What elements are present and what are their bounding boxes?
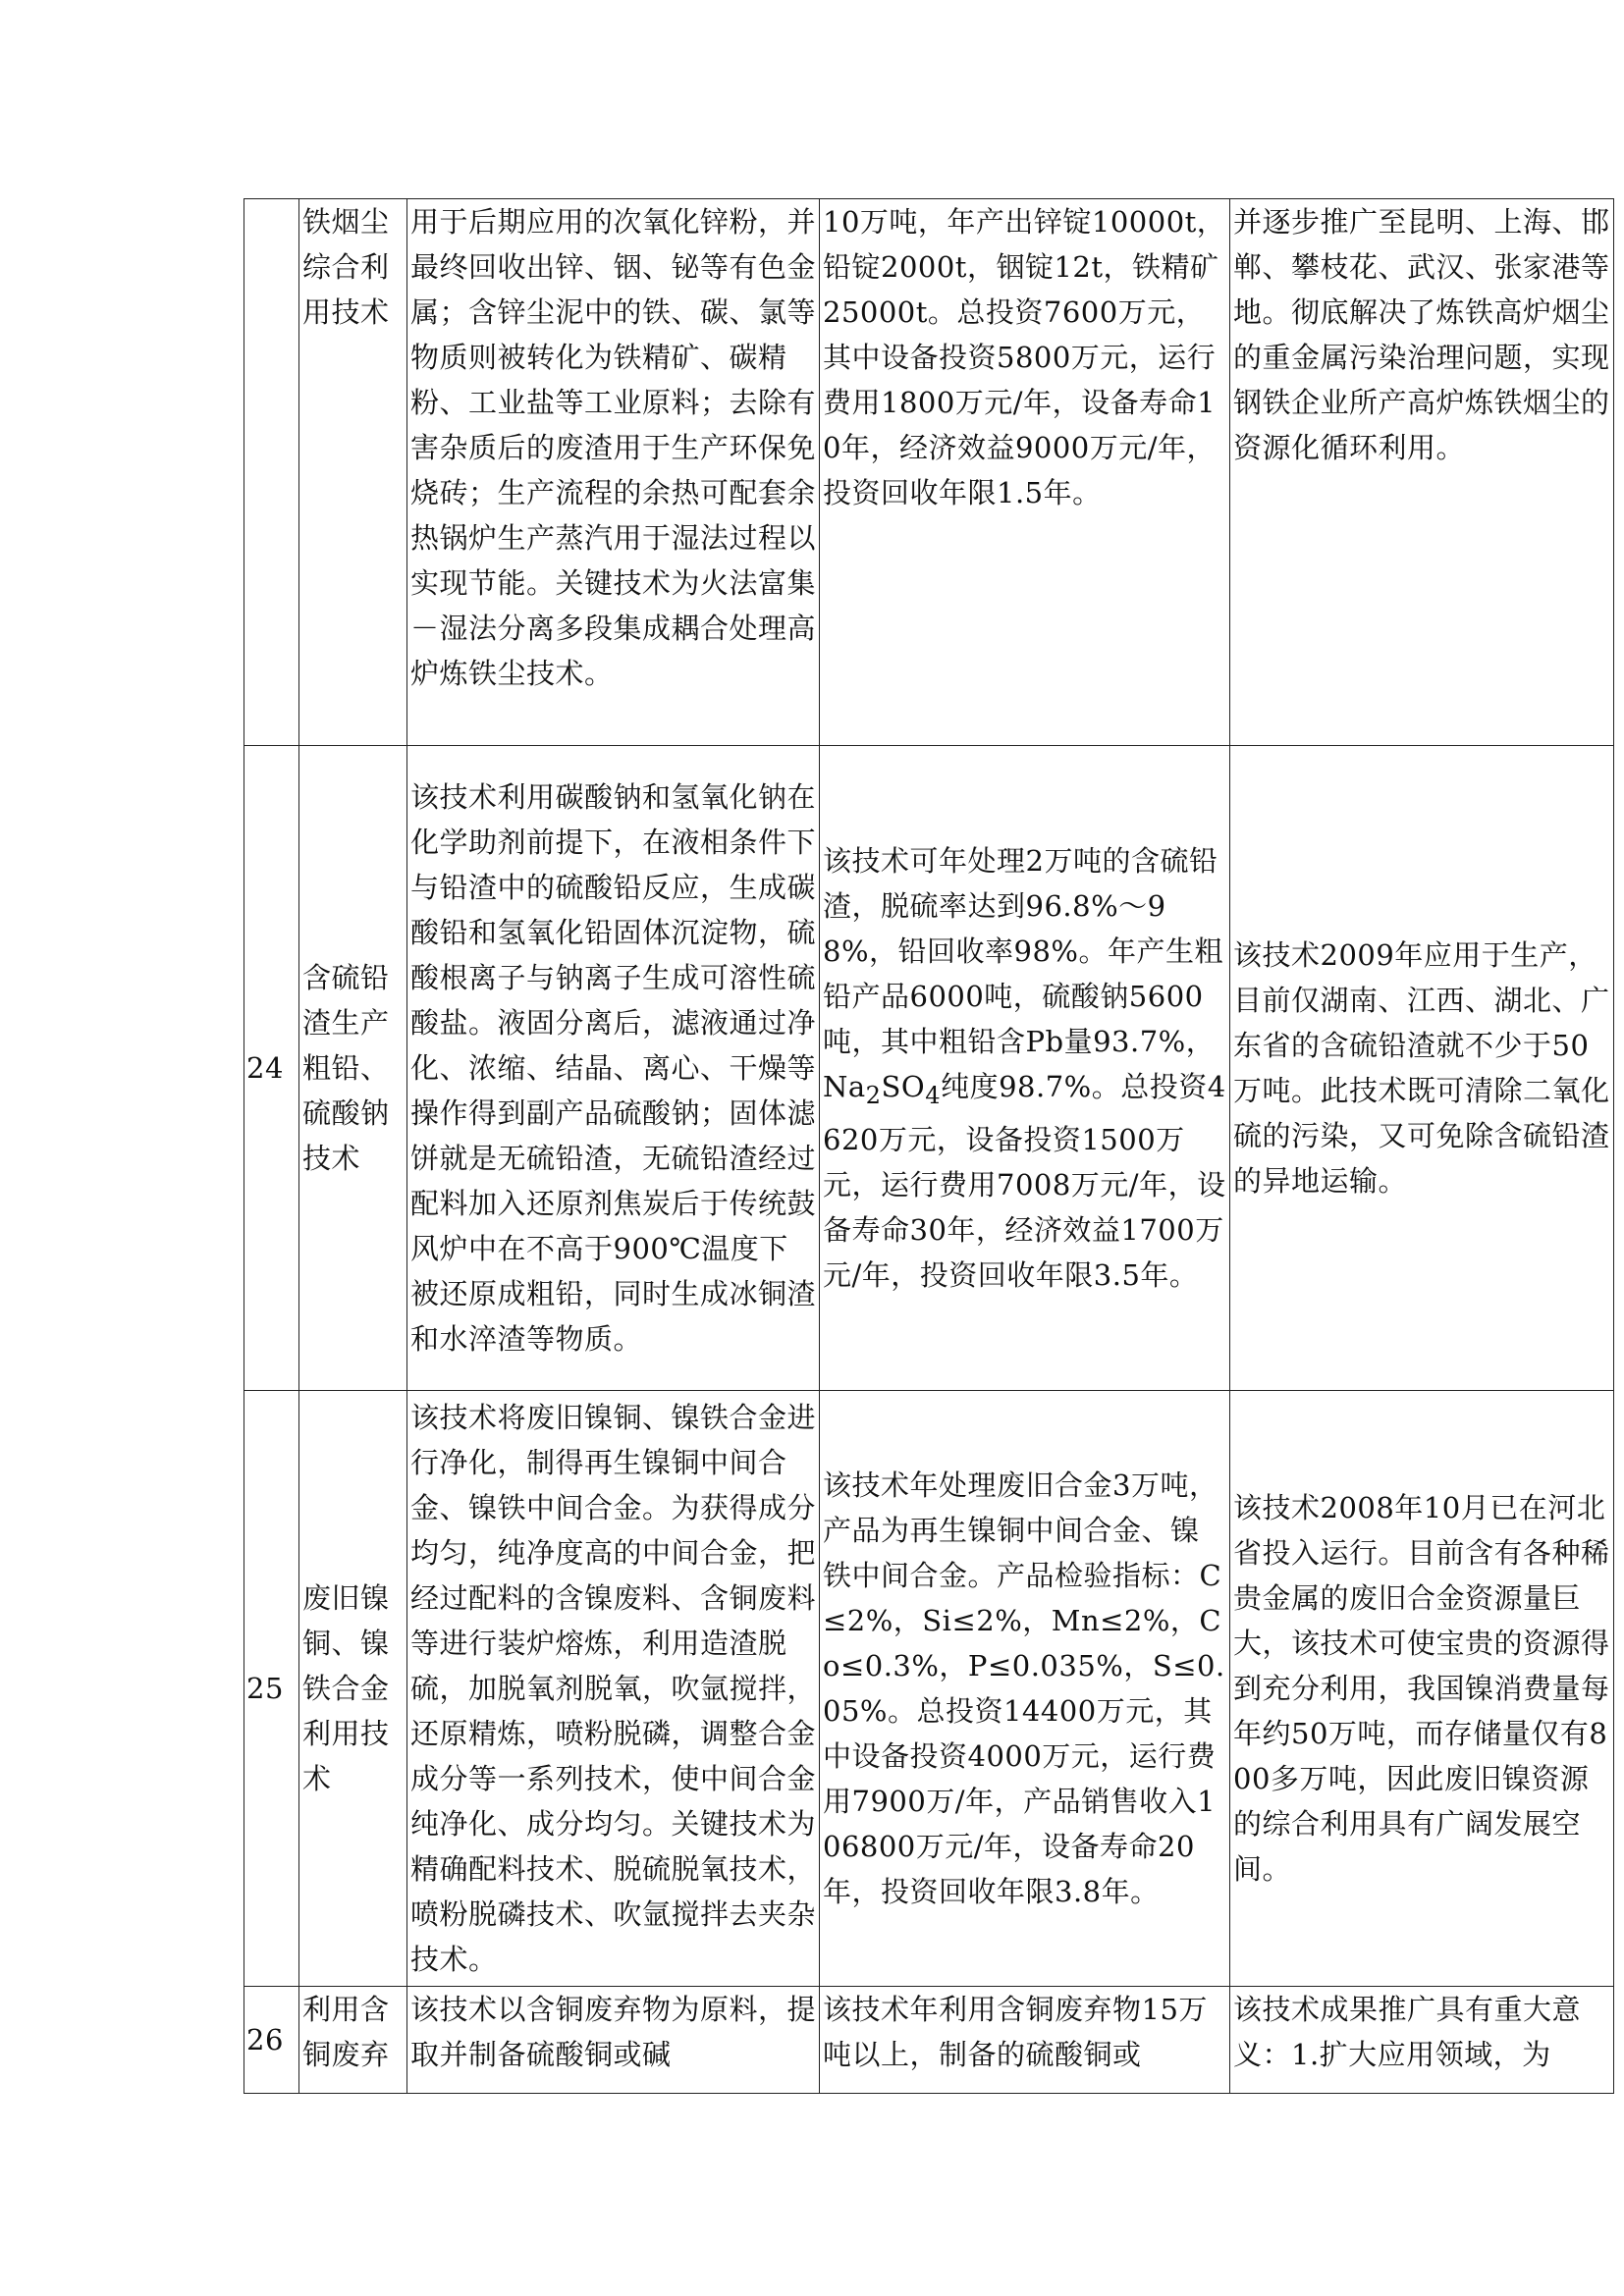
technology-name-cell: 含硫铅渣生产粗铅、硫酸钠技术 bbox=[299, 746, 407, 1391]
prospect-cell: 并逐步推广至昆明、上海、邯郸、攀枝花、武汉、张家港等地。彻底解决了炼铁高炉烟尘的重金属污染治理问题，实现钢铁企业所产高炉炼铁烟尘的资源化循环利用。 bbox=[1230, 199, 1614, 746]
prospect-cell: 该技术2008年10月已在河北省投入运行。目前含有各种稀贵金属的废旧合金资源量巨大，该技术可使宝贵的资源得到充分利用，我国镍消费量每年约50万吨，而存储量仅有800多万吨，因此废旧镍资源的综合利用具有广阔发展空间。 bbox=[1230, 1391, 1614, 1987]
table-row bbox=[244, 1987, 1614, 2094]
description-cell bbox=[407, 1987, 820, 2094]
scale-investment-cell bbox=[820, 1987, 1230, 2094]
subscript: 2 bbox=[865, 1081, 882, 1109]
technology-name-cell bbox=[299, 1987, 407, 2094]
cell-text: 利用含铜废弃 bbox=[302, 1993, 390, 2071]
scale-text-part: SO bbox=[881, 1069, 926, 1103]
description-cell: 该技术利用碳酸钠和氢氧化钠在化学助剂前提下，在液相条件下与铅渣中的硫酸铅反应，生成碳酸铅和氢氧化铅固体沉淀物，硫酸根离子与钠离子生成可溶性硫酸盐。液固分离后，滤液通过净化、浓缩、结晶、离心、干燥等操作得到副产品硫酸钠；固体滤饼就是无硫铅渣，无硫铅渣经过配料加入还原剂焦炭后于传统鼓风炉中在不高于900℃温度下被还原成粗铅，同时生成冰铜渣和水淬渣等物质。 bbox=[407, 746, 820, 1391]
row-number-cell: 25 bbox=[244, 1391, 299, 1987]
table-row bbox=[244, 746, 1614, 1391]
row-number-cell: 24 bbox=[244, 746, 299, 1391]
technology-table bbox=[244, 198, 1614, 2094]
technology-name-cell: 废旧镍铜、镍铁合金利用技术 bbox=[299, 1391, 407, 1987]
scale-text-part: 纯度98.7%。总投资4620万元，设备投资1500万元，运行费用7008万元/年，设备寿命30年，经济效益1700万元/年，投资回收年限3.5年。 bbox=[823, 1069, 1226, 1293]
prospect-cell: 该技术2009年应用于生产，目前仅湖南、江西、湖北、广东省的含硫铅渣就不少于50万吨。此技术既可清除二氧化硫的污染，又可免除含硫铅渣的异地运输。 bbox=[1230, 746, 1614, 1391]
table-row bbox=[244, 199, 1614, 746]
scale-text-part: 该技术可年处理2万吨的含硫铅渣，脱硫率达到96.8%～98%，铅回收率98%。年产生粗铅产品6000吨，硫酸钠5600吨，其中粗铅含Pb量93.7%，Na bbox=[823, 843, 1223, 1103]
cell-text: 该技术年利用含铜废弃物15万吨以上，制备的硫酸铜或 bbox=[823, 1993, 1208, 2071]
scale-investment-cell bbox=[820, 746, 1230, 1391]
description-cell: 用于后期应用的次氧化锌粉，并最终回收出锌、铟、铋等有色金属；含锌尘泥中的铁、碳、氯等物质则被转化为铁精矿、碳精粉、工业盐等工业原料；去除有害杂质后的废渣用于生产环保免烧砖；生产流程的余热可配套余热锅炉生产蒸汽用于湿法过程以实现节能。关键技术为火法富集－湿法分离多段集成耦合处理高炉炼铁尘技术。 bbox=[407, 199, 820, 746]
row-number-cell bbox=[244, 199, 299, 746]
description-cell: 该技术将废旧镍铜、镍铁合金进行净化，制得再生镍铜中间合金、镍铁中间合金。为获得成分均匀，纯净度高的中间合金，把经过配料的含镍废料、含铜废料等进行装炉熔炼，利用造渣脱硫，加脱氧剂脱氧，吹氩搅拌，还原精炼，喷粉脱磷，调整合金成分等一系列技术，使中间合金纯净化、成分均匀。关键技术为精确配料技术、脱硫脱氧技术，喷粉脱磷技术、吹氩搅拌去夹杂技术。 bbox=[407, 1391, 820, 1987]
prospect-cell bbox=[1230, 1987, 1614, 2094]
row-number-cell: 26 bbox=[244, 1987, 299, 2094]
scale-investment-cell: 10万吨，年产出锌锭10000t，铅锭2000t，铟锭12t，铁精矿25000t。总投资7600万元，其中设备投资5800万元，运行费用1800万元/年，设备寿命10年，经济效益9000万元/年，投资回收年限1.5年。 bbox=[820, 199, 1230, 746]
table-row bbox=[244, 1391, 1614, 1987]
technology-name-cell: 铁烟尘综合利用技术 bbox=[299, 199, 407, 746]
subscript: 4 bbox=[925, 1081, 942, 1109]
cell-text: 该技术以含铜废弃物为原料，提取并制备硫酸铜或碱 bbox=[410, 1993, 816, 2071]
scale-investment-cell: 该技术年处理废旧合金3万吨，产品为再生镍铜中间合金、镍铁中间合金。产品检验指标：C≤2%，Si≤2%，Mn≤2%，Co≤0.3%，P≤0.035%，S≤0.05%。总投资14400万元，其中设备投资4000万元，运行费用7900万/年，产品销售收入106800万元/年，设备寿命20年，投资回收年限3.8年。 bbox=[820, 1391, 1230, 1987]
cell-text: 该技术成果推广具有重大意义：1.扩大应用领域，为 bbox=[1233, 1993, 1582, 2071]
